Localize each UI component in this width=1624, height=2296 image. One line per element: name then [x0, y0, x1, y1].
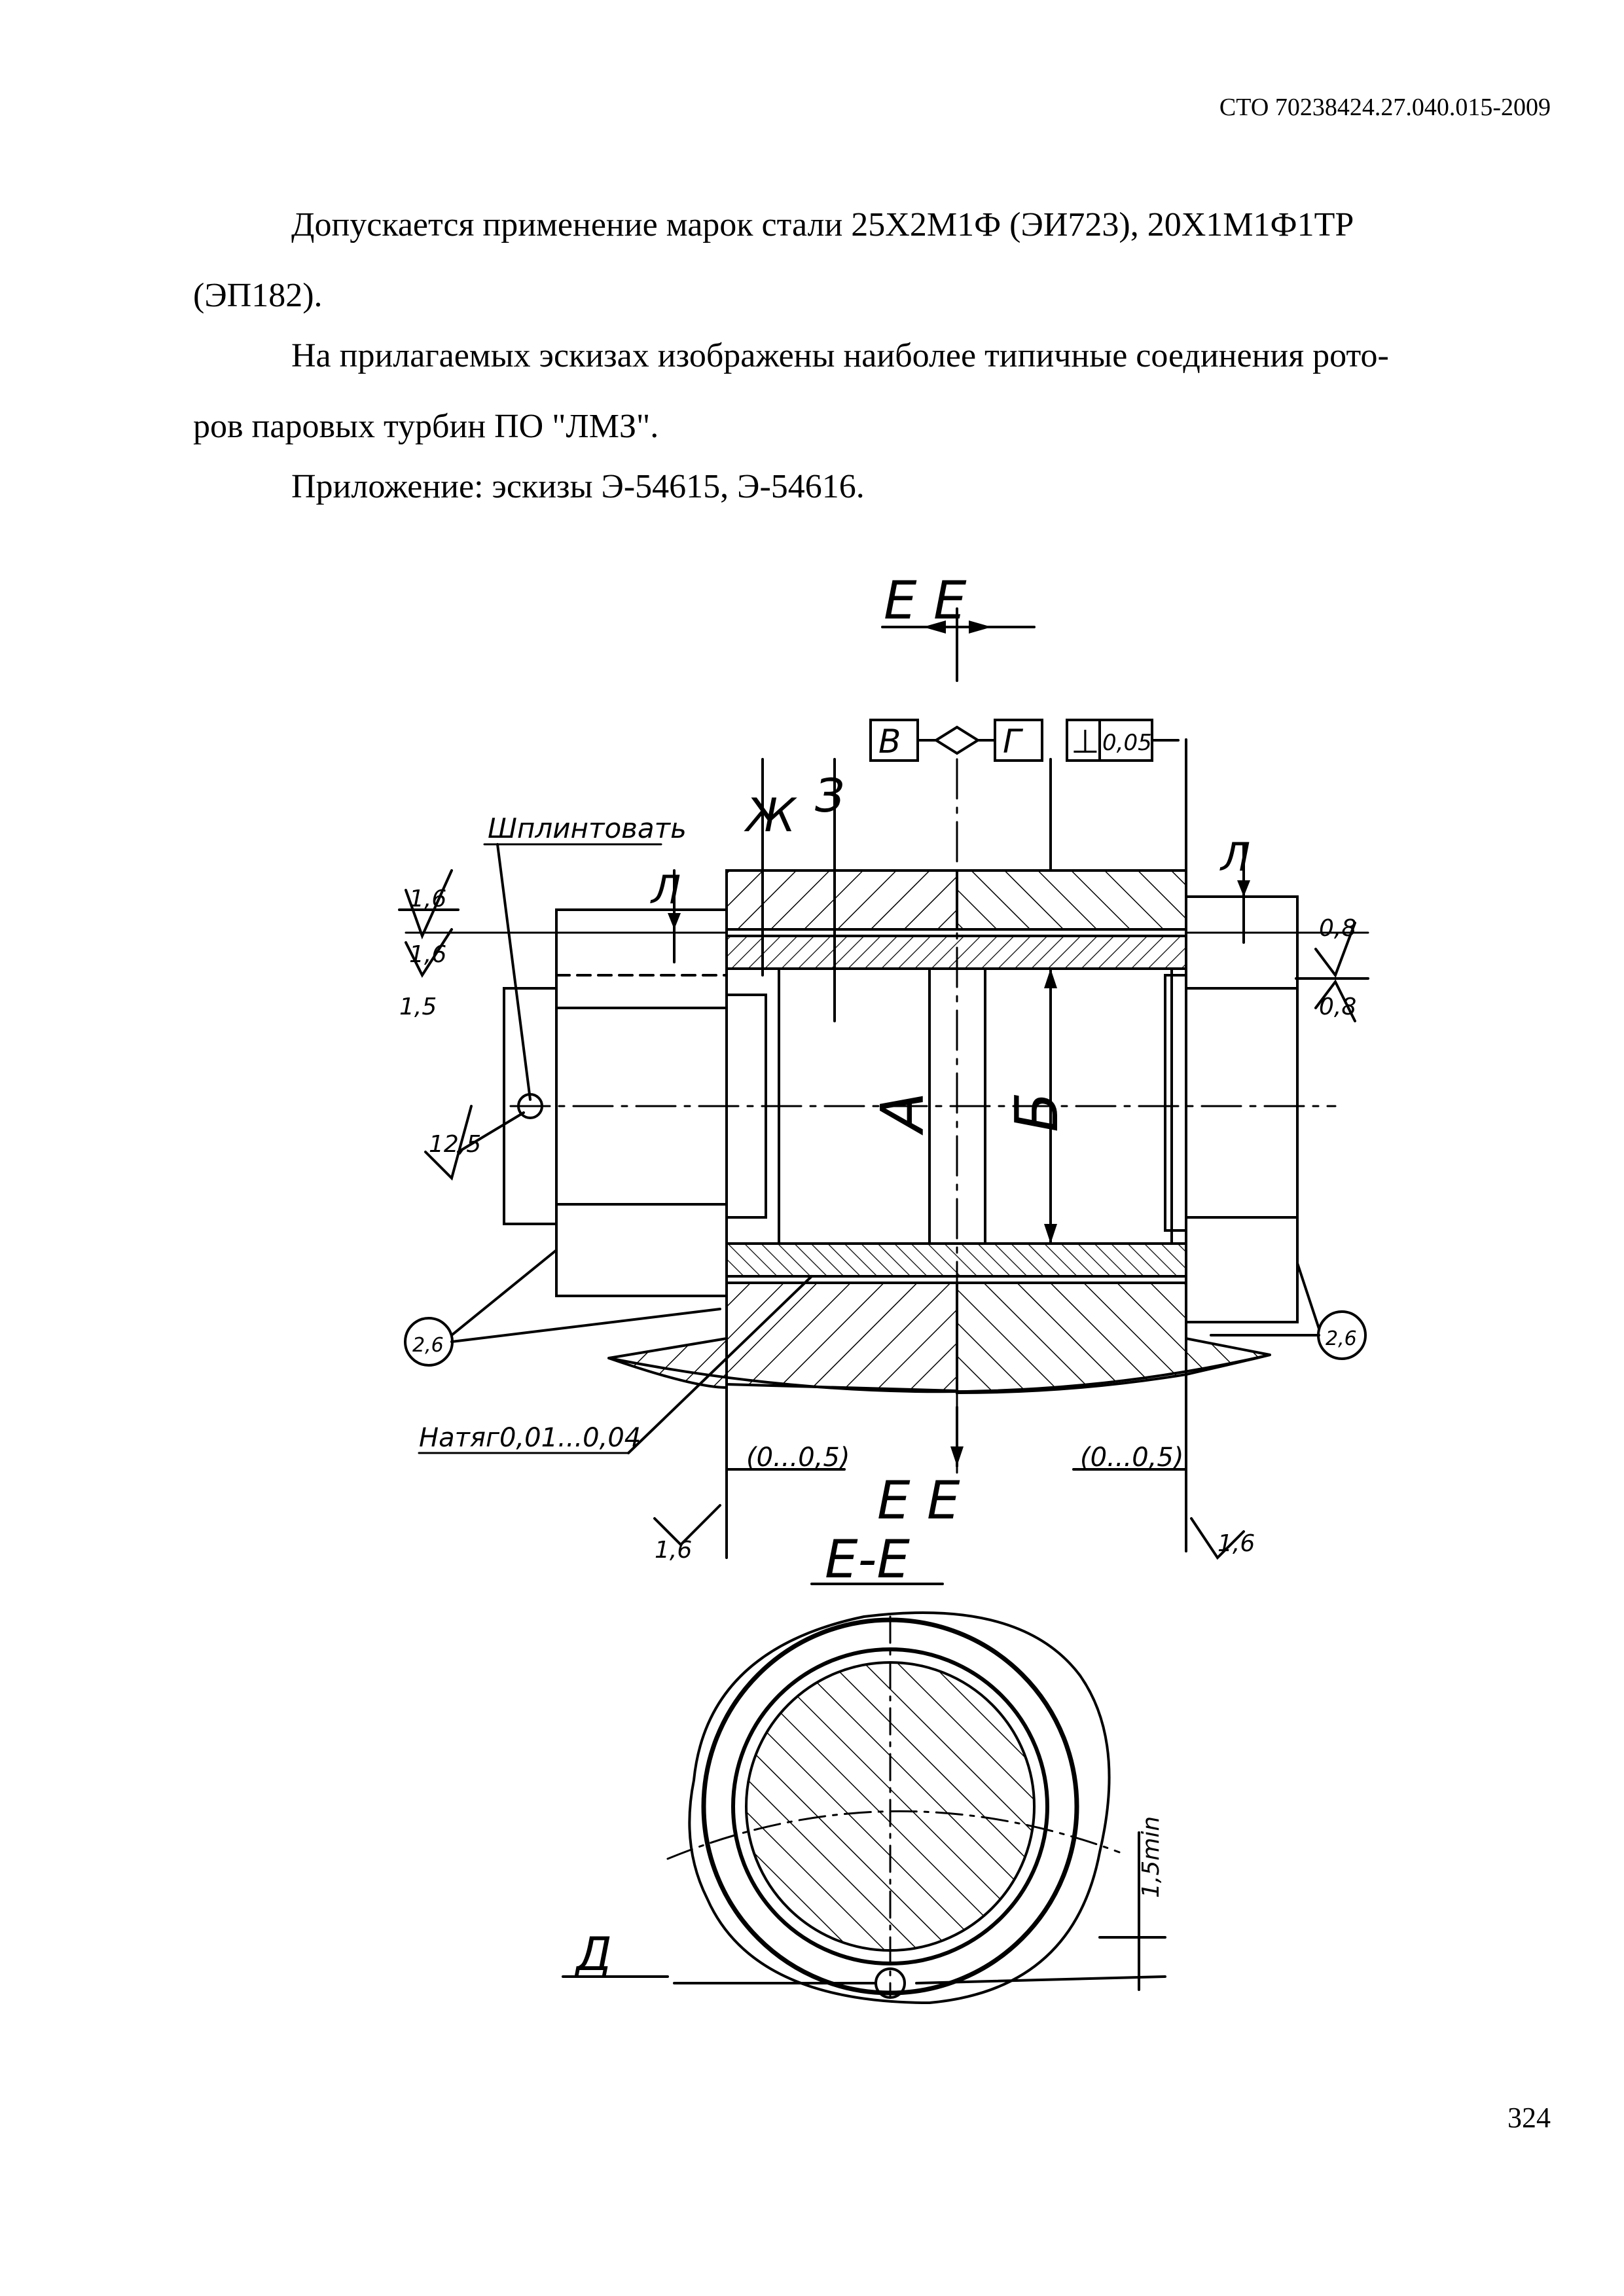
roughness-1-6-bottom: 1,6 [655, 1537, 693, 1564]
note-interference: Натяг0,01...0,04 [419, 1423, 641, 1453]
hub-top-right [957, 870, 1186, 929]
roughness-1-5: 1,5 [399, 994, 437, 1020]
label-l-left: Л [651, 867, 681, 913]
callout-2-6: 2,6 [1326, 1327, 1357, 1350]
label-l-right: Л [1221, 834, 1251, 880]
min-gap-dimension: 1,5min [1138, 1816, 1164, 1898]
paragraph-line: На прилагаемых эскизах изображены наиболее типичные соединения рото- [291, 337, 1389, 374]
section-view-title: Е-Е [825, 1529, 910, 1590]
datum-g-label: Г [1003, 723, 1021, 761]
perpendicularity-symbol: ⊥ [1071, 723, 1100, 761]
section-label-bottom: Е Е [877, 1470, 960, 1531]
tolerance-value: 0,05 [1102, 730, 1152, 756]
note-cotter: Шплинтовать [488, 812, 687, 844]
paragraph-line: Допускается применение марок стали 25Х2М1Ф (ЭИ723), 20Х1М1Ф1ТР [291, 206, 1354, 243]
document-code: СТО 70238424.27.040.015-2009 [1219, 94, 1551, 121]
right-shaft [1186, 897, 1297, 1322]
bush-top [727, 936, 1186, 969]
gap-right-dimension: (0...0,5) [1080, 1443, 1184, 1473]
roughness-0-8: 0,8 [1319, 915, 1357, 942]
roughness-12-5: 12,5 [429, 1131, 482, 1158]
roughness-1-6: 1,6 [409, 886, 447, 912]
label-zh: Ж [746, 789, 796, 842]
roughness-1-6-bottom: 1,6 [1218, 1530, 1255, 1557]
label-b: Б [1003, 1092, 1072, 1132]
gap-left-dimension: (0...0,5) [746, 1443, 850, 1473]
page-number: 324 [1507, 2102, 1551, 2134]
left-shaft [556, 910, 727, 1296]
roughness-1-6: 1,6 [409, 941, 447, 968]
roughness-0-8: 0,8 [1319, 994, 1357, 1020]
bush-bottom [727, 1244, 1186, 1276]
label-a: А [869, 1092, 937, 1132]
arrow-head [969, 620, 992, 634]
hub-bottom-left [727, 1283, 957, 1391]
symmetry-symbol [936, 727, 978, 753]
paragraph-line: (ЭП182). [193, 277, 323, 314]
label-d: Д [576, 1928, 612, 1981]
callout-2-6: 2,6 [412, 1334, 444, 1357]
paragraph-line: ров паровых турбин ПО "ЛМЗ". [193, 408, 659, 445]
datum-v-label: В [878, 723, 901, 761]
hub-top-left [727, 870, 957, 929]
section-label-top: Е Е [884, 570, 967, 631]
label-z: З [815, 769, 844, 823]
paragraph-line: Приложение: эскизы Э-54615, Э-54616. [291, 468, 865, 505]
